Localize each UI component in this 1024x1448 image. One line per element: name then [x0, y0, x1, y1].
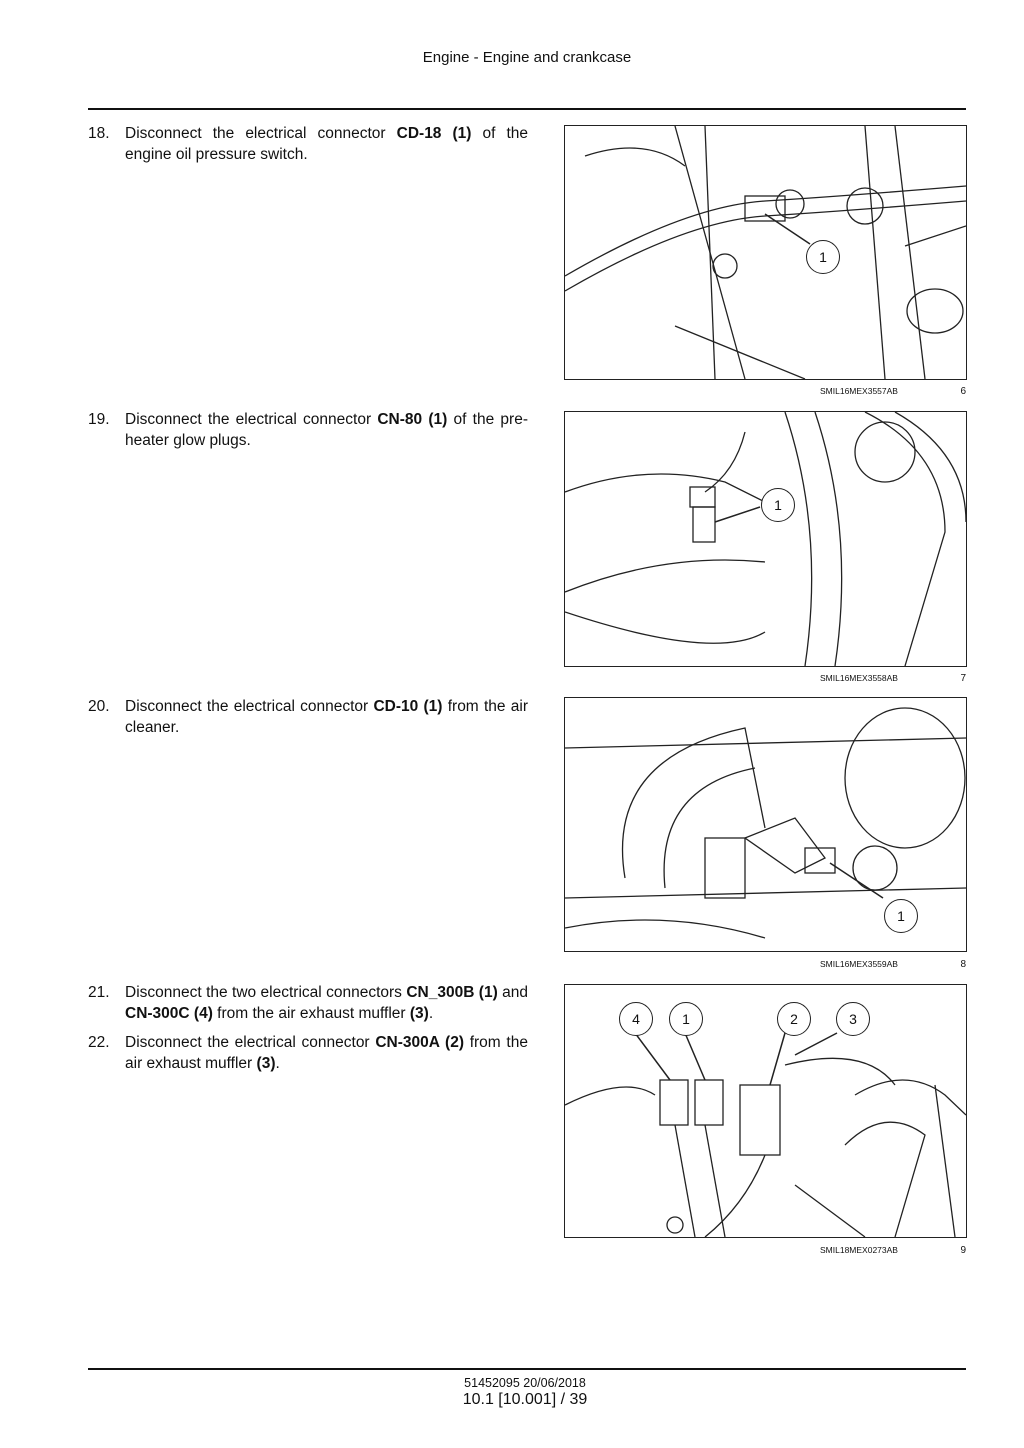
figure-9-illustration [564, 984, 967, 1238]
figure-7-illustration [564, 411, 967, 667]
step-number: 21. [88, 984, 110, 1001]
figure-number: 8 [960, 959, 966, 970]
step-text: Disconnect the electrical connector [125, 698, 374, 715]
figure-code: SMIL18MEX0273AB [820, 1245, 898, 1255]
step-text: Disconnect the electrical connector [125, 1034, 376, 1051]
header-rule [88, 108, 966, 110]
figure-9-caption [820, 1245, 966, 1256]
part-ref: (3) [256, 1055, 276, 1072]
step-19 [88, 409, 528, 451]
step-number: 20. [88, 698, 110, 715]
callout-1: 1 [884, 899, 918, 933]
connector-id: CN-300C (4) [125, 1005, 213, 1022]
page-number: 10.1 [10.001] / 39 [462, 1391, 588, 1408]
step-18 [88, 123, 528, 165]
step-text: . [275, 1055, 280, 1072]
figure-6-caption [820, 386, 966, 397]
connector-id: CN-300A (2) [375, 1034, 464, 1051]
step-text: from the air exhaust muffler [212, 1005, 410, 1022]
figure-6-illustration [564, 125, 967, 380]
step-text: Disconnect the electrical connector [125, 411, 378, 428]
step-21 [88, 982, 528, 1024]
step-number: 19. [88, 411, 110, 428]
page-header: Engine - Engine and crankcase [422, 49, 632, 66]
step-text: of the pre-heater glow plugs. [125, 411, 528, 449]
callout-1: 1 [806, 240, 840, 274]
step-20 [88, 696, 528, 738]
step-text: from the air cleaner. [125, 698, 528, 736]
step-text: of the engine oil pressure switch. [125, 125, 528, 163]
callout-2: 2 [777, 1002, 811, 1036]
figure-code: SMIL16MEX3557AB [820, 386, 898, 396]
step-number: 18. [88, 125, 110, 142]
connector-id: CN_300B (1) [406, 984, 498, 1001]
connector-id: CD-18 (1) [396, 125, 472, 142]
document-id-date: 51452095 20/06/2018 [464, 1376, 586, 1390]
step-text: Disconnect the electrical connector [125, 125, 397, 142]
callout-1: 1 [761, 488, 795, 522]
step-text: . [428, 1005, 434, 1022]
figure-number: 9 [960, 1245, 966, 1256]
figure-number: 6 [960, 386, 966, 397]
step-22 [88, 1032, 528, 1074]
oil-pressure-switch-drawing [565, 126, 966, 379]
glow-plug-connector-drawing [565, 412, 966, 666]
callout-4: 4 [619, 1002, 653, 1036]
figure-code: SMIL16MEX3559AB [820, 959, 898, 969]
footer-rule [88, 1368, 966, 1370]
step-text: from the air exhaust muffler [125, 1034, 528, 1072]
figure-8-caption [820, 959, 966, 970]
callout-1: 1 [669, 1002, 703, 1036]
step-number: 22. [88, 1034, 110, 1051]
connector-id: CD-10 (1) [373, 698, 443, 715]
figure-7-caption [820, 673, 966, 684]
figure-8-illustration [564, 697, 967, 952]
step-text: and [497, 984, 528, 1001]
step-text: Disconnect the two electrical connectors [125, 984, 407, 1001]
connector-id: CN-80 (1) [377, 411, 448, 428]
figure-number: 7 [960, 673, 966, 684]
callout-3: 3 [836, 1002, 870, 1036]
part-ref: (3) [409, 1005, 429, 1022]
figure-code: SMIL16MEX3558AB [820, 673, 898, 683]
